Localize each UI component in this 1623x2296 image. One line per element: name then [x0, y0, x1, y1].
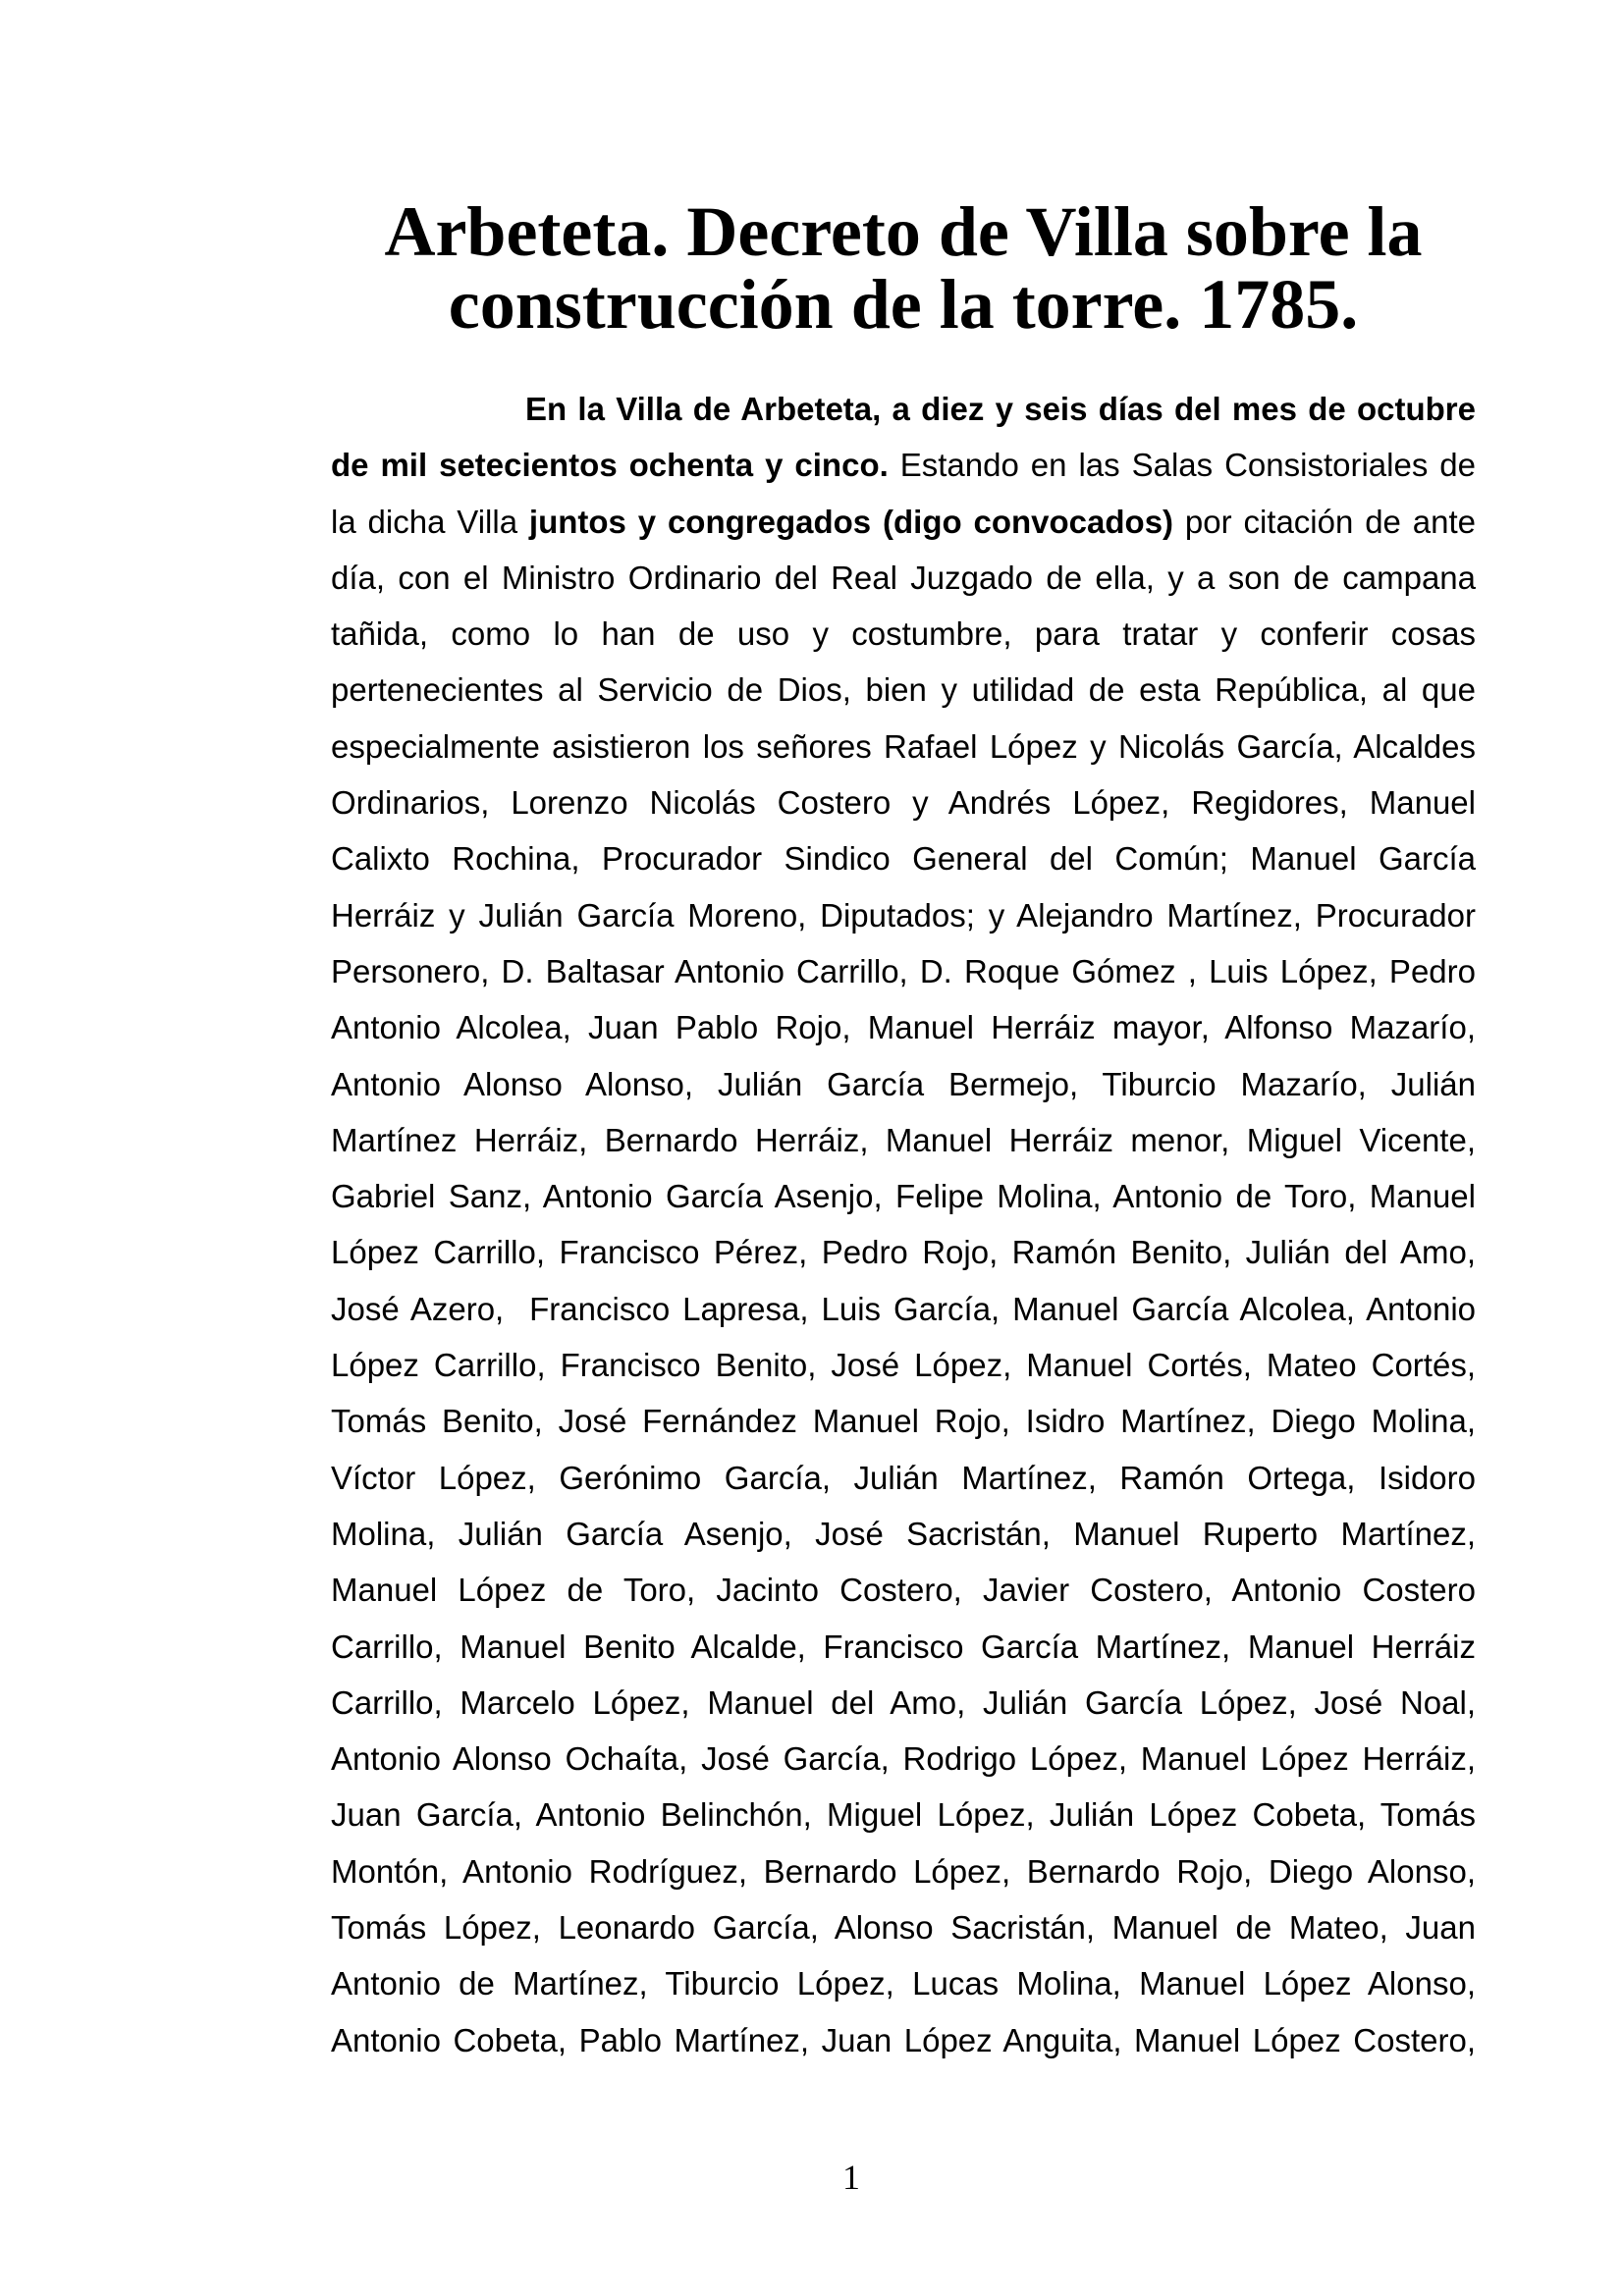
- text-run: José Azero, Francisco Lapresa, Luis García, Manuel García Alcolea, Antonio: [331, 1290, 1476, 1327]
- text-run: Carrillo, Manuel Benito Alcalde, Francisco García Martínez, Manuel Herráiz: [331, 1628, 1476, 1665]
- text-run: Antonio Alonso Ochaíta, José García, Rodrigo López, Manuel López Herráiz,: [331, 1740, 1476, 1778]
- text-run: Antonio Cobeta, Pablo Martínez, Juan López Anguita, Manuel López Costero,: [331, 2021, 1476, 2058]
- text-line: [331, 1506, 1476, 1562]
- text-run: pertenecientes al Servicio de Dios, bien y utilidad de esta República, al que: [331, 671, 1476, 709]
- text-run: Carrillo, Marcelo López, Manuel del Amo, Julián García López, José Noal,: [331, 1683, 1476, 1721]
- text-run: Antonio Alonso Alonso, Julián García Bermejo, Tiburcio Mazarío, Julián: [331, 1065, 1476, 1102]
- page-number: 1: [842, 2158, 860, 2197]
- text-line: [331, 1168, 1476, 1224]
- text-run: Martínez Herráiz, Bernardo Herráiz, Manuel Herráiz menor, Miguel Vicente,: [331, 1121, 1476, 1158]
- text-run: Calixto Rochina, Procurador Sindico General del Común; Manuel García: [331, 840, 1476, 878]
- text-run: especialmente asistieron los señores Rafael López y Nicolás García, Alcaldes: [331, 727, 1476, 765]
- title-line-1: Arbeteta. Decreto de Villa sobre la: [384, 192, 1423, 271]
- text-run: López Carrillo, Francisco Pérez, Pedro Rojo, Ramón Benito, Julián del Amo,: [331, 1234, 1476, 1271]
- text-run: por citación de ante: [1173, 503, 1476, 540]
- text-run: López Carrillo, Francisco Benito, José López, Manuel Cortés, Mateo Cortés,: [331, 1347, 1476, 1384]
- text-line: [331, 943, 1476, 999]
- document-title: [331, 192, 1476, 344]
- text-run: Juan García, Antonio Belinchón, Miguel López, Julián López Cobeta, Tomás: [331, 1796, 1476, 1834]
- text-run: Montón, Antonio Rodríguez, Bernardo López, Bernardo Rojo, Diego Alonso,: [331, 1852, 1476, 1890]
- text-run: Antonio Alcolea, Juan Pablo Rojo, Manuel Herráiz mayor, Alfonso Mazarío,: [331, 1009, 1476, 1046]
- text-run: Víctor López, Gerónimo García, Julián Martínez, Ramón Ortega, Isidoro: [331, 1459, 1476, 1496]
- text-run: Tomás Benito, José Fernández Manuel Rojo, Isidro Martínez, Diego Molina,: [331, 1403, 1476, 1440]
- text-line: [331, 1899, 1476, 1955]
- text-line: [331, 999, 1476, 1055]
- text-run: Manuel López de Toro, Jacinto Costero, Javier Costero, Antonio Costero: [331, 1572, 1476, 1609]
- text-run: Tomás López, Leonardo García, Alonso Sacristán, Manuel de Mateo, Juan: [331, 1909, 1476, 1947]
- text-run: Ordinarios, Lorenzo Nicolás Costero y Andrés López, Regidores, Manuel: [331, 784, 1476, 822]
- text-run: Gabriel Sanz, Antonio García Asenjo, Felipe Molina, Antonio de Toro, Manuel: [331, 1178, 1476, 1215]
- text-line: [331, 437, 1476, 493]
- text-line: [331, 774, 1476, 830]
- text-line: [331, 1224, 1476, 1280]
- text-line: [331, 1619, 1476, 1675]
- text-line: [331, 494, 1476, 550]
- bold-text-run: juntos y congregados (digo convocados): [528, 503, 1174, 540]
- text-run: Herráiz y Julián García Moreno, Diputados; y Alejandro Martínez, Procurador: [331, 896, 1476, 934]
- text-line: [331, 1843, 1476, 1899]
- text-run: día, con el Ministro Ordinario del Real Juzgado de ella, y a son de campana: [331, 559, 1476, 596]
- text-line: [331, 719, 1476, 774]
- text-run: Estando en las Salas Consistoriales de: [888, 447, 1476, 484]
- document-body: [331, 381, 1476, 2068]
- text-line: [331, 550, 1476, 606]
- text-line: [331, 606, 1476, 662]
- text-line: [331, 1450, 1476, 1506]
- bold-text-run: de mil setecientos ochenta y cinco.: [331, 447, 889, 484]
- text-line: [331, 1112, 1476, 1168]
- text-line: [331, 1281, 1476, 1337]
- text-line: [331, 1731, 1476, 1787]
- text-run: Antonio de Martínez, Tiburcio López, Lucas Molina, Manuel López Alonso,: [331, 1965, 1476, 2002]
- bold-text-run: En la Villa de Arbeteta, a diez y seis días del mes de octubre: [525, 391, 1476, 427]
- text-line: [331, 2012, 1476, 2068]
- text-run: tañida, como lo han de uso y costumbre, para tratar y conferir cosas: [331, 615, 1476, 653]
- text-run: Personero, D. Baltasar Antonio Carrillo, D. Roque Gómez , Luis López, Pedro: [331, 952, 1476, 989]
- title-line-2: construcción de la torre. 1785.: [448, 265, 1359, 344]
- text-run: la dicha Villa: [331, 503, 529, 540]
- text-line: [331, 1787, 1476, 1842]
- text-line: [331, 1393, 1476, 1449]
- text-line: [331, 1955, 1476, 2011]
- text-line: [331, 1562, 1476, 1618]
- text-run: Molina, Julián García Asenjo, José Sacristán, Manuel Ruperto Martínez,: [331, 1515, 1476, 1552]
- text-line: [331, 1337, 1476, 1393]
- text-line: [331, 662, 1476, 718]
- text-line: [331, 1056, 1476, 1112]
- text-line: [331, 887, 1476, 943]
- text-line: [331, 830, 1476, 886]
- text-line: [331, 1675, 1476, 1731]
- text-line: [331, 381, 1476, 437]
